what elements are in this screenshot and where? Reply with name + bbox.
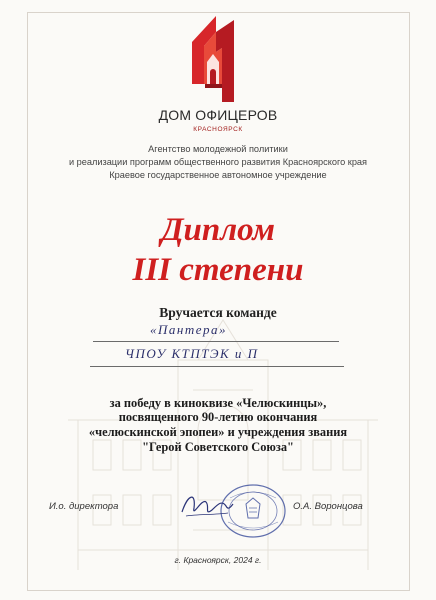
team-name: «Пантера» bbox=[150, 322, 227, 337]
awarded-to-label: Вручается команде bbox=[159, 305, 277, 320]
brand-name: ДОМ ОФИЦЕРОВ bbox=[158, 107, 278, 123]
organization-line-2: и реализации программ общественного развития Красноярского края bbox=[68, 157, 368, 167]
school-name: ЧПОУ КТПТЭК и П bbox=[125, 346, 259, 361]
organization-line-1: Агентство молодежной политики bbox=[148, 144, 288, 154]
reason-line-4: "Герой Советского Союза" bbox=[142, 440, 294, 454]
diploma-title: Диплом bbox=[160, 212, 276, 248]
reason-line-3: «челюскинской эпопеи» и учреждения звания bbox=[88, 425, 348, 439]
handwritten-signature bbox=[178, 488, 236, 522]
signer-name: О.А. Воронцова bbox=[293, 501, 363, 512]
place-and-date: г. Красноярск, 2024 г. bbox=[174, 555, 262, 565]
signer-position: И.о. директора bbox=[49, 501, 119, 512]
diploma-degree: III степени bbox=[132, 252, 304, 288]
brand-city: КРАСНОЯРСК bbox=[193, 126, 243, 133]
team-name-underline bbox=[93, 341, 339, 342]
reason-line-1: за победу в киноквизе «Челюскинцы», bbox=[109, 396, 327, 410]
reason-line-2: посвященного 90-летию окончания bbox=[118, 410, 318, 424]
dom-oficerov-logo-icon bbox=[186, 14, 240, 108]
organization-line-3: Краевое государственное автономное учреждение bbox=[109, 170, 327, 180]
school-name-underline bbox=[90, 366, 344, 367]
